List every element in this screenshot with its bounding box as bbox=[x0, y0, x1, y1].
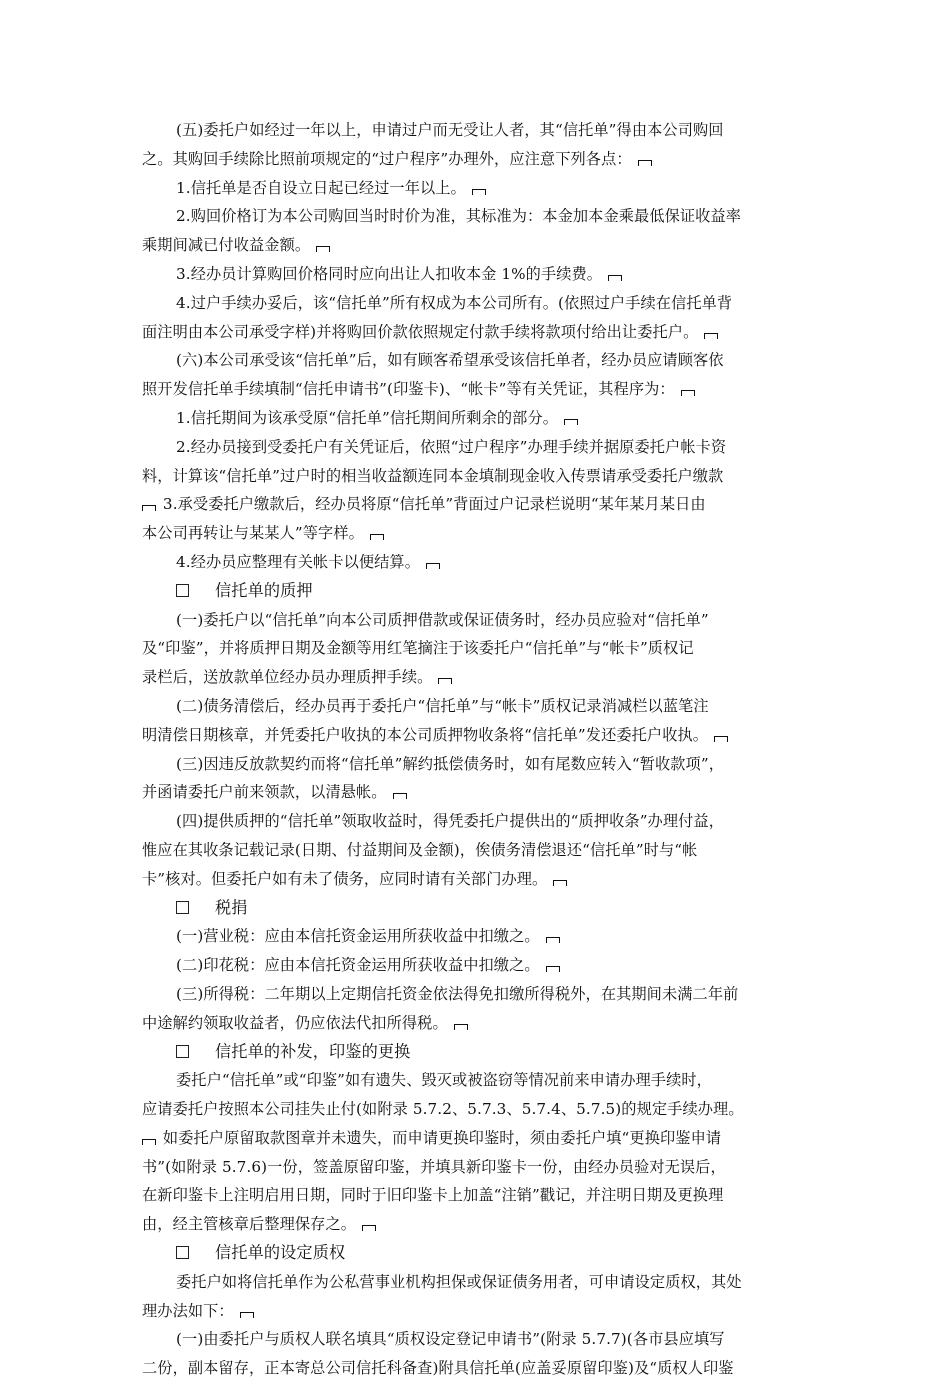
text-line bbox=[142, 663, 810, 692]
text-line bbox=[142, 778, 810, 807]
text-line bbox=[142, 1268, 810, 1297]
text-line bbox=[142, 1181, 810, 1210]
text-line bbox=[142, 836, 810, 865]
text-line bbox=[142, 433, 810, 462]
line-text: 惟应在其收条记载记录(日期、付益期间及金额)，俟债务清偿退还“信托单”时与“帐 bbox=[142, 840, 698, 859]
checkbox-square-icon bbox=[176, 901, 189, 914]
line-text: 之。其购回手续除比照前项规定的“过户程序”办理外，应注意下列各点： bbox=[142, 149, 632, 168]
line-text: 明清偿日期核章，并凭委托户收执的本公司质押物收条将“信托单”发还委托户收执。 bbox=[142, 725, 709, 744]
text-line bbox=[142, 750, 810, 779]
text-line bbox=[142, 202, 810, 231]
paragraph-mark-icon bbox=[681, 390, 695, 396]
line-text: (四)提供质押的“信托单”领取收益时，得凭委托户提供出的“质押收条”办理付益， bbox=[176, 812, 724, 831]
line-text: 中途解约领取收益者，仍应依法代扣所得税。 bbox=[142, 1013, 448, 1032]
line-text: 3.承受委托户缴款后，经办员将原“信托单”背面过户记录栏说明“某年某月某日由 bbox=[158, 495, 706, 514]
text-line bbox=[142, 807, 810, 836]
section-heading bbox=[142, 894, 810, 923]
text-line bbox=[142, 490, 810, 519]
line-text: 信托单的质押 bbox=[215, 580, 313, 600]
text-line bbox=[142, 1095, 810, 1124]
line-text: 乘期间减已付收益金额。 bbox=[142, 236, 311, 255]
line-text: 及“印鉴”，并将质押日期及金额等用红笔摘注于该委托户“信托单”与“帐卡”质权记 bbox=[142, 639, 694, 658]
line-text: 卡”核对。但委托户如有未了债务，应同时请有关部门办理。 bbox=[142, 869, 548, 888]
text-line bbox=[142, 951, 810, 980]
text-line bbox=[142, 980, 810, 1009]
text-line bbox=[142, 462, 810, 491]
paragraph-mark-icon bbox=[142, 1139, 156, 1145]
paragraph-mark-icon bbox=[714, 736, 728, 742]
text-line bbox=[142, 231, 810, 260]
text-line bbox=[142, 404, 810, 433]
line-text: 如委托户原留取款图章并未遗失，而申请更换印鉴时，须由委托户填“更换印鉴申请 bbox=[158, 1128, 722, 1147]
line-text: (三)所得税：二年期以上定期信托资金依法得免扣缴所得税外，在其期间未满二年前 bbox=[176, 984, 739, 1003]
paragraph-mark-icon bbox=[553, 880, 567, 886]
line-text: 1.信托期间为该承受原“信托单”信托期间所剩余的部分。 bbox=[176, 408, 559, 427]
paragraph-mark-icon bbox=[362, 1225, 376, 1231]
text-line bbox=[142, 606, 810, 635]
text-line bbox=[142, 116, 810, 145]
line-text: 信托单的补发，印鉴的更换 bbox=[215, 1041, 411, 1061]
text-line bbox=[142, 721, 810, 750]
text-line bbox=[142, 1124, 810, 1153]
line-text: 委托户“信托单”或“印鉴”如有遗失、毁灭或被盗窃等情况前来申请办理手续时， bbox=[176, 1071, 712, 1090]
section-heading bbox=[142, 1038, 810, 1067]
line-text: (一)委托户以“信托单”向本公司质押借款或保证债务时，经办员应验对“信托单” bbox=[176, 610, 709, 629]
paragraph-mark-icon bbox=[704, 333, 718, 339]
paragraph-mark-icon bbox=[454, 1024, 468, 1030]
text-line bbox=[142, 145, 810, 174]
line-text: (六)本公司承受该“信托单”后，如有顾客希望承受该信托单者，经办员应请顾客依 bbox=[176, 351, 724, 370]
line-text: 税捐 bbox=[215, 897, 248, 917]
line-text: 并函请委托户前来领款，以清悬帐。 bbox=[142, 783, 387, 802]
line-text: (五)委托户如经过一年以上，申请过户而无受让人者，其“信托单”得由本公司购回 bbox=[176, 121, 724, 139]
line-text: 2.购回价格订为本公司购回当时时价为准，其标准为：本金加本金乘最低保证收益率 bbox=[176, 207, 742, 226]
text-line bbox=[142, 1210, 810, 1239]
line-text: (三)因违反放款契约而将“信托单”解约抵偿债务时，如有尾数应转入“暂收款项”， bbox=[176, 754, 724, 773]
line-text: 理办法如下： bbox=[142, 1301, 234, 1320]
text-line bbox=[142, 260, 810, 289]
text-line bbox=[142, 548, 810, 577]
line-text: 2.经办员接到受委托户有关凭证后，依照“过户程序”办理手续并据原委托户帐卡资 bbox=[176, 437, 727, 456]
paragraph-mark-icon bbox=[426, 563, 440, 569]
paragraph-mark-icon bbox=[472, 189, 486, 195]
line-text: 料，计算该“信托单”过户时的相当收益额连同本金填制现金收入传票请承受委托户缴款 bbox=[142, 466, 724, 485]
line-text: 应请委托户按照本公司挂失止付(如附录 5.7.2、5.7.3、5.7.4、5.7.5)的规定手续办理。 bbox=[142, 1100, 744, 1119]
section-heading bbox=[142, 577, 810, 606]
paragraph-mark-icon bbox=[142, 505, 156, 511]
paragraph-mark-icon bbox=[564, 419, 578, 425]
line-text: (一)由委托户与质权人联名填具“质权设定登记申请书”(附录 5.7.7)(各市县应填写 bbox=[176, 1330, 725, 1349]
line-text: 4.过户手续办妥后，该“信托单”所有权成为本公司所有。(依照过户手续在信托单背 bbox=[176, 293, 733, 312]
line-text: 面注明由本公司承受字样)并将购回价款依照规定付款手续将款项付给出让委托户。 bbox=[142, 322, 699, 341]
paragraph-mark-icon bbox=[546, 937, 560, 943]
text-line bbox=[142, 1009, 810, 1038]
line-text: 书”(如附录 5.7.6)一份，签盖原留印鉴，并填具新印鉴卡一份，由经办员验对无误后， bbox=[142, 1157, 726, 1176]
paragraph-mark-icon bbox=[393, 793, 407, 799]
line-text: 由，经主管核章后整理保存之。 bbox=[142, 1215, 357, 1234]
document-body bbox=[142, 116, 810, 1383]
paragraph-mark-icon bbox=[608, 275, 622, 281]
text-line bbox=[142, 634, 810, 663]
paragraph-mark-icon bbox=[546, 966, 560, 972]
text-line bbox=[142, 1325, 810, 1354]
text-line bbox=[142, 865, 810, 894]
line-text: 1.信托单是否自设立日起已经过一年以上。 bbox=[176, 178, 466, 197]
paragraph-mark-icon bbox=[638, 160, 652, 166]
text-line bbox=[142, 318, 810, 347]
text-line bbox=[142, 346, 810, 375]
line-text: 在新印鉴卡上注明启用日期，同时于旧印鉴卡上加盖“注销”戳记，并注明日期及更换理 bbox=[142, 1186, 724, 1205]
line-text: 委托户如将信托单作为公私营事业机构担保或保证债务用者，可申请设定质权，其处 bbox=[176, 1272, 742, 1291]
text-line bbox=[142, 519, 810, 548]
line-text: 本公司再转让与某某人”等字样。 bbox=[142, 524, 364, 543]
paragraph-mark-icon bbox=[438, 678, 452, 684]
text-line bbox=[142, 1297, 810, 1326]
line-text: 二份，副本留存，正本寄总公司信托科备查)附具信托单(应盖妥原留印鉴)及“质权人印鉴 bbox=[142, 1359, 734, 1378]
line-text: 照开发信托单手续填制“信托申请书”(印鉴卡)、“帐卡”等有关凭证，其程序为： bbox=[142, 380, 675, 399]
section-heading bbox=[142, 1239, 810, 1268]
line-text: (二)债务清偿后，经办员再于委托户“信托单”与“帐卡”质权记录消减栏以蓝笔注 bbox=[176, 696, 709, 715]
text-line bbox=[142, 922, 810, 951]
line-text: 录栏后，送放款单位经办员办理质押手续。 bbox=[142, 668, 433, 687]
text-line bbox=[142, 174, 810, 203]
paragraph-mark-icon bbox=[316, 246, 330, 252]
paragraph-mark-icon bbox=[370, 534, 384, 540]
line-text: 3.经办员计算购回价格同时应向出让人扣收本金 1%的手续费。 bbox=[176, 264, 603, 283]
line-text: (二)印花税：应由本信托资金运用所获收益中扣缴之。 bbox=[176, 956, 540, 975]
text-line bbox=[142, 375, 810, 404]
line-text: 信托单的设定质权 bbox=[215, 1243, 346, 1263]
checkbox-square-icon bbox=[176, 1246, 189, 1259]
checkbox-square-icon bbox=[176, 1045, 189, 1058]
line-text: (一)营业税：应由本信托资金运用所获收益中扣缴之。 bbox=[176, 927, 540, 946]
text-line bbox=[142, 1354, 810, 1383]
text-line bbox=[142, 1153, 810, 1182]
text-line bbox=[142, 289, 810, 318]
text-line bbox=[142, 692, 810, 721]
line-text: 4.经办员应整理有关帐卡以便结算。 bbox=[176, 552, 421, 571]
text-line bbox=[142, 1066, 810, 1095]
checkbox-square-icon bbox=[176, 584, 189, 597]
paragraph-mark-icon bbox=[240, 1312, 254, 1318]
